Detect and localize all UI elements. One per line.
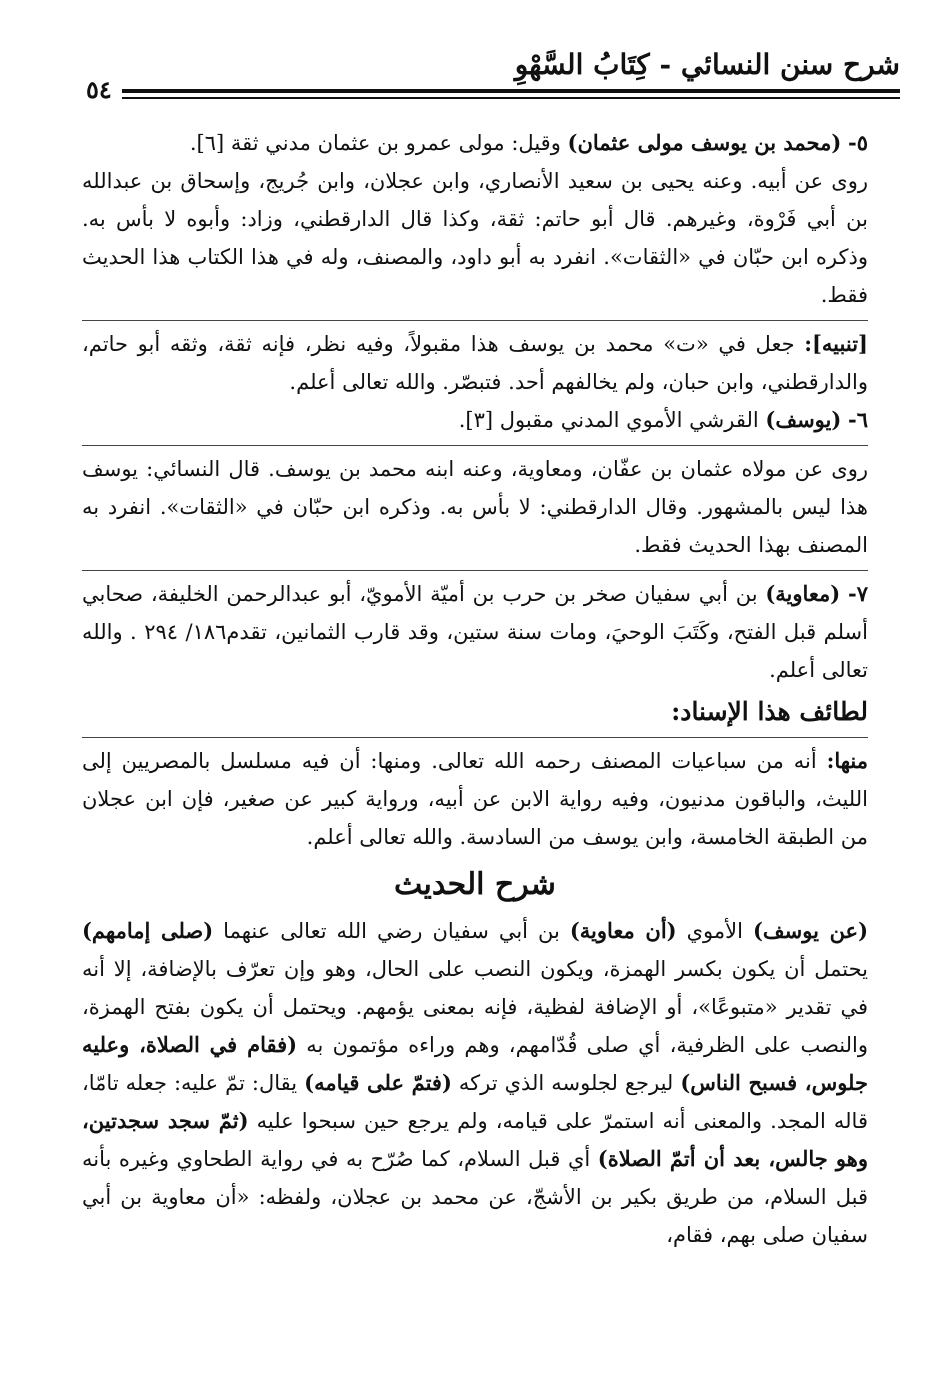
- narrator-6-number: ٦-: [848, 407, 868, 432]
- isnad-text: أنه من سباعيات المصنف رحمه الله تعالى. ومنها: أن فيه مسلسل بالمصريين إلى الليث، والباقون مدنيون، وفيه رواية الابن عن أبيه، ورواية كبير عن صغير، فإن ابن عجلان من الطبقة الخامسة، وابن يوسف من السادسة. والله تعالى أعلم.: [82, 749, 868, 849]
- sharh-quote: (ثمّ سجد سجدتين، وهو جالس، بعد أن أتمّ الصلاة): [82, 1108, 868, 1171]
- isnad-heading: لطائف هذا الإسناد:: [671, 697, 868, 726]
- separator-rule: [82, 570, 868, 571]
- narrator-7-biography: بن أبي سفيان صخر بن حرب بن أميّة الأمويّ، أبو عبدالرحمن الخليفة، صحابي أسلم قبل الفتح، وكَتَبَ الوحيَ، ومات سنة ستين، وقد قارب الثمانين، تقدم١٨٦/ ٢٩٤ . والله تعالى أعلم.: [82, 582, 868, 682]
- isnad-paragraph: [82, 742, 868, 856]
- note-paragraph: [82, 325, 868, 401]
- page-body: [82, 124, 868, 1254]
- header-rule-thin: [82, 97, 900, 99]
- narrator-5-grade: وقيل: مولى عمرو بن عثمان مدني ثقة [٦].: [189, 131, 561, 155]
- narrator-5-biography: روى عن أبيه. وعنه يحيى بن سعيد الأنصاري، وابن عجلان، وابن جُريج، وإسحاق بن عبدالله بن أبي فَرْوة، وغيرهم. قال أبو حاتم: ثقة، وكذا قال الدارقطني، وزاد: وأبوه لا بأس به. وذكره ابن حبّان في «الثقات». انفرد به أبو داود، والمصنف، وله في هذا الكتاب هذا الحديث فقط.: [82, 169, 868, 307]
- sharh-quote: (عن يوسف): [752, 918, 869, 943]
- sharh-quote: (أن معاوية): [569, 918, 677, 943]
- header-rule-thick: [82, 89, 900, 93]
- narrator-5-name: (محمد بن يوسف مولى عثمان): [567, 130, 842, 155]
- page-number: ٥٤: [82, 75, 122, 104]
- sharh-text: يحتمل أن يكون بكسر الهمزة، ويكون النصب على الحال، وهو وإن تعرّف بالإضافة، إلا أنه في تقدير «متبوعًا»، أو الإضافة لفظية، فإنه بمعنى يؤمهم. ويحتمل أن يكون بفتح الهمزة، والنصب على الظرفية، أي صلى قُدّامهم، وهم وراءه مؤتمون به: [82, 957, 868, 1057]
- note-label: [تنبيه]:: [804, 331, 868, 356]
- sharh-quote: (فقام في الصلاة، وعليه جلوس، فسبح الناس): [82, 1032, 868, 1095]
- separator-rule: [82, 737, 868, 738]
- note-text: جعل في «ت» محمد بن يوسف هذا مقبولاً، وفيه نظر، فإنه ثقة، وثقه أبو حاتم، والدارقطني، وابن حبان، ولم يخالفهم أحد. فتبصّر. والله تعالى أعلم.: [82, 332, 868, 394]
- narrator-5: [82, 124, 868, 162]
- sharh-quote: (فتمّ على قيامه): [304, 1070, 452, 1095]
- header-rule: [82, 75, 900, 111]
- separator-rule: [82, 320, 868, 321]
- narrator-6: [82, 401, 868, 439]
- separator-rule: [82, 445, 868, 446]
- narrator-5-number: ٥-: [848, 130, 868, 155]
- narrator-6-biography: روى عن مولاه عثمان بن عفّان، ومعاوية، وعنه ابنه محمد بن يوسف. قال النسائي: يوسف هذا ليس بالمشهور. وقال الدارقطني: لا بأس به. وذكره ابن حبّان في «الثقات». انفرد به المصنف بهذا الحديث فقط.: [82, 457, 868, 557]
- sharh-text: يقال: تمّ عليه: جعله تامّا، قاله المجد. والمعنى أنه استمرّ على قيامه، ولم يرجع حين سبحوا عليه: [82, 1071, 868, 1133]
- narrator-6-name: (يوسف): [765, 407, 842, 432]
- running-header-title: شرح سنن النسائي - كِتَابُ السَّهْوِ: [514, 48, 900, 81]
- sharh-text: ليرجع لجلوسه الذي تركه: [451, 1071, 681, 1095]
- sharh-text: الأموي: [676, 919, 753, 943]
- sharh-paragraph: [82, 912, 868, 1254]
- narrator-7: [82, 575, 868, 689]
- narrator-7-number: ٧-: [847, 581, 868, 606]
- narrator-7-name: (معاوية): [765, 581, 841, 606]
- narrator-6-grade: القرشي الأموي المدني مقبول [٣].: [458, 408, 759, 432]
- sharh-quote: (صلى إمامهم): [82, 918, 214, 943]
- sharh-text: أي قبل السلام، كما صُرّح به في رواية الطحاوي وغيره بأنه قبل السلام، من طريق بكير بن الأشجّ، عن محمد بن عجلان، ولفظه: «أن معاوية بن أبي سفيان صلى بهم، فقام،: [82, 1147, 868, 1247]
- isnad-lead: منها:: [826, 748, 868, 773]
- sharh-text: بن أبي سفيان رضي الله تعالى عنهما: [213, 919, 570, 943]
- sharh-heading: شرح الحديث: [394, 867, 556, 902]
